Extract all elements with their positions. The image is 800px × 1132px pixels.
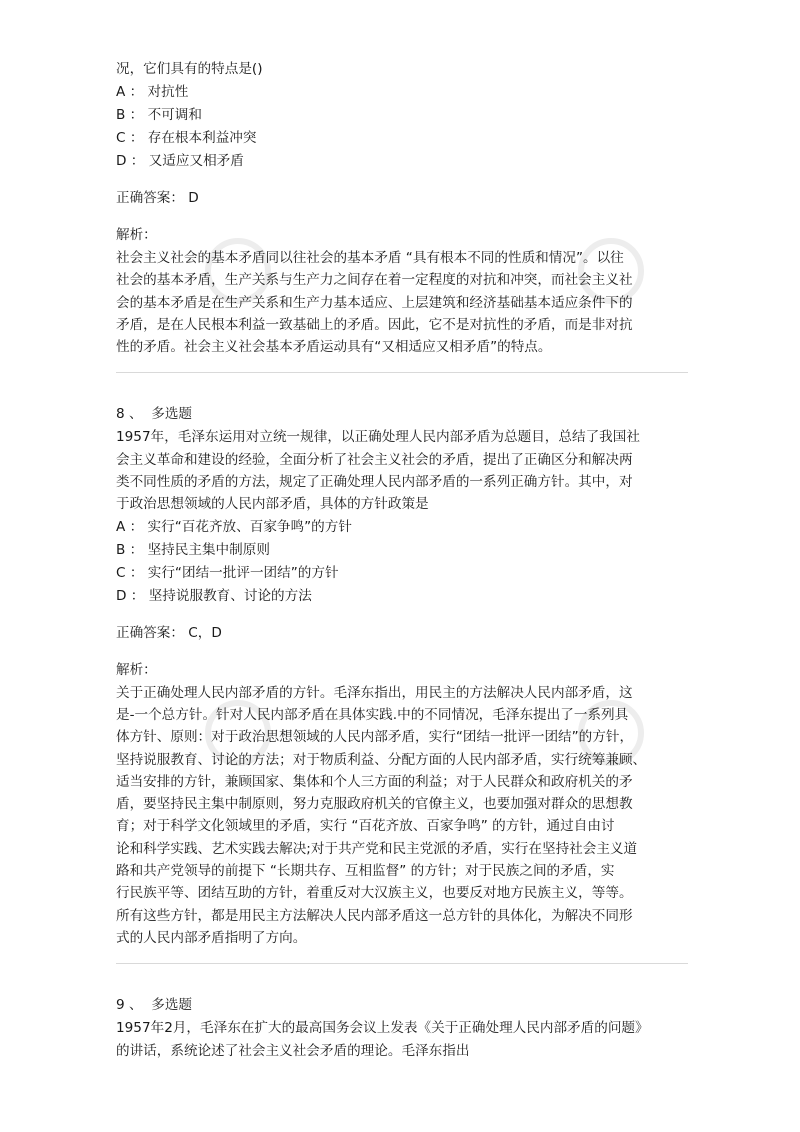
option-list [116,516,688,608]
analysis-label: 解析： [116,661,157,678]
option-b: B ： 坚持民主集中制原则 [116,541,270,558]
divider [116,963,688,964]
option-d: D ： 又适应又相矛盾 [116,153,244,169]
question-stem: 1957年，毛泽东运用对立统一规律，以正确处理人民内部矛盾为总题目，总结了我国社 会主义革命和建设的经验，全面分析了社会主义社会的矛盾，提出了正确区分和解决两 类不同性质的矛盾的方法，规定了正确处理人民内部矛盾的一系列正确方针。其中，对 于政治思想领域的人民内部矛盾，具体的方针政策是 [116,429,640,513]
correct-answer: 正确答案： D [116,190,199,206]
correct-answer: 正确答案： C，D [116,624,222,641]
question-7 [116,58,688,373]
option-c: C ： 实行“团结一批评一团结”的方针 [116,564,339,581]
option-c: C ： 存在根本利益冲突 [116,130,257,146]
option-b: B ： 不可调和 [116,107,202,123]
question-header: 9 、 多选题 [116,997,193,1014]
question-header: 8 、 多选题 [116,406,193,423]
divider [116,372,688,373]
analysis-text: 社会主义社会的基本矛盾同以往社会的基本矛盾 “具有根本不同的性质和情况”。以往 社会的基本矛盾，生产关系与生产力之间存在着一定程度的对抗和冲突，而社会主义社 会的基本矛盾是在生产关系和生产力基本适应、上层建筑和经济基础基本适应条件下的 矛盾，是在人民根本利益一致基础上的矛盾。因此，它不是对抗性的矛盾，而是非对抗 性的矛盾。社会主义社会基本矛盾运动具有“又相适应又相矛盾”的特点。 [116,250,633,356]
question-stem: 况，它们具有的特点是() [116,61,263,77]
option-a: A ： 实行“百花齐放、百家争鸣”的方针 [116,518,352,535]
question-stem: 1957年2月，毛泽东在扩大的最高国务会议上发表《关于正确处理人民内部矛盾的问题》 的讲话，系统论述了社会主义社会矛盾的理论。毛泽东指出 [116,1020,649,1059]
option-d: D ： 坚持说服教育、讨论的方法 [116,587,312,604]
option-list [116,81,688,173]
document-page [116,58,688,1062]
option-a: A ： 对抗性 [116,84,189,100]
question-9 [116,994,688,1062]
analysis-label: 解析： [116,227,157,243]
analysis-text: 关于正确处理人民内部矛盾的方针。毛泽东指出，用民主的方法解决人民内部矛盾，这 是-一个总方针。针对人民内部矛盾在具体实践.中的不同情况，毛泽东提出了一系列具 体方针、原则：对于政治思想领域的人民内部矛盾，实行“团结一批评一团结”的方针， 坚持说服教育、讨论的方法；对于物质利益、分配方面的人民内部矛盾，实行统筹兼顾、 适当安排的方针，兼顾国家、集体和个人三方面的利益；对于人民群众和政府机关的矛 盾，要坚持民主集中制原则，努力克服政府机关的官僚主义，也要加强对群众的思想教 育；对于科学文化领域里的矛盾，实行 “百花齐放、百家争鸣” 的方针，通过自由讨 论和科学实践、艺术实践去解决;对于共产党和民主党派的矛盾，实行在坚持社会主义道 路和共产党领导的前提下 “长期共存、互相监督” 的方针；对于民族之间的矛盾，实 行民族平等、团结互助的方针，着重反对大汉族主义，也要反对地方民族主义，等等。 所有这些方针，都是用民主方法解决人民内部矛盾这一总方针的具体化，为解决不同形 式的人民内部矛盾指明了方向。 [116,684,647,946]
question-8 [116,403,688,964]
